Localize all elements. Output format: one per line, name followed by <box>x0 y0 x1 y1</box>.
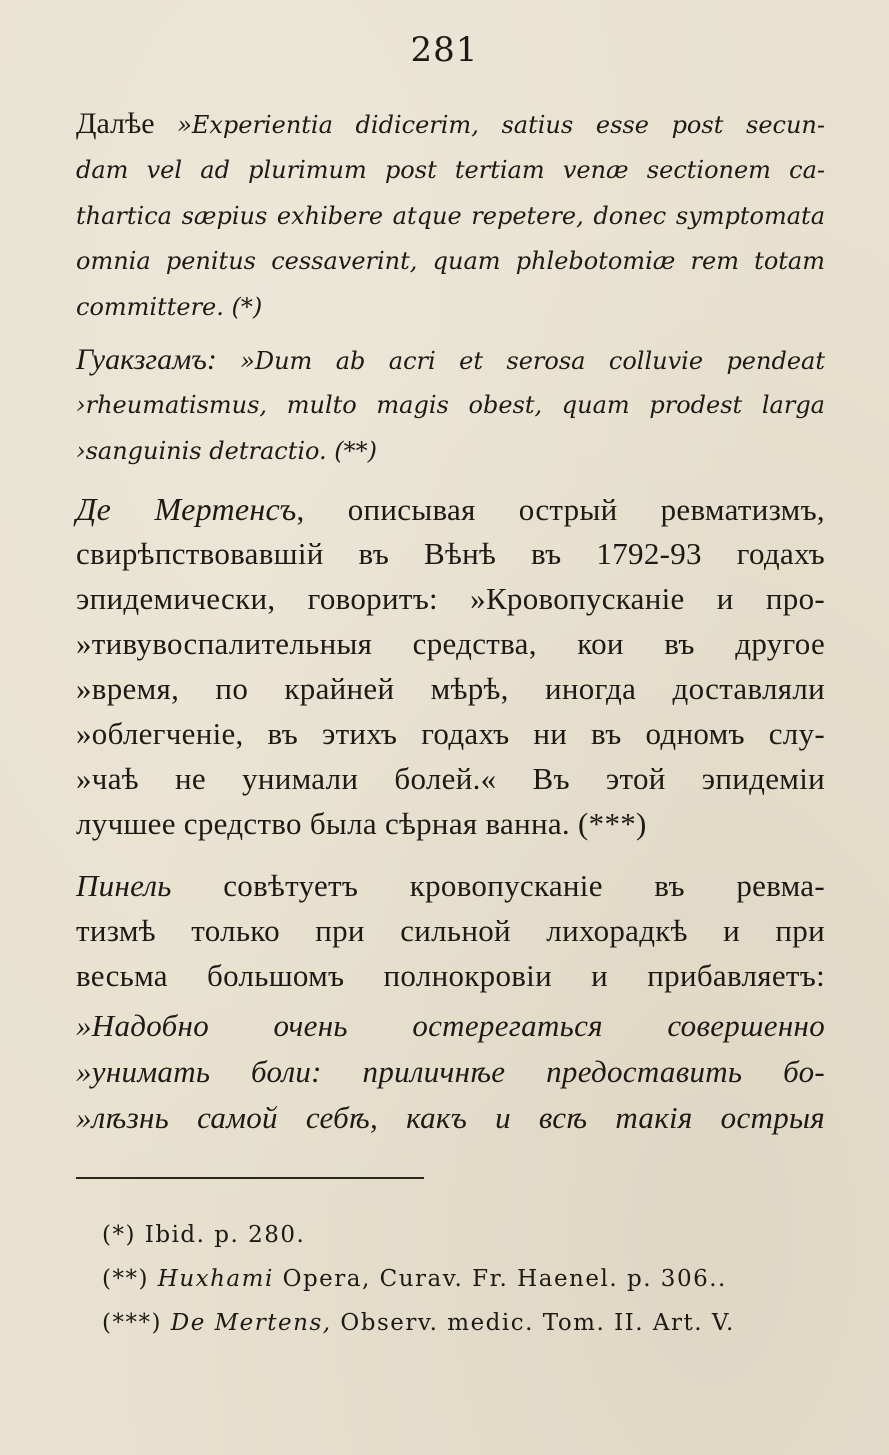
text-line: Де Мертенсъ, описывая острый ревматизмъ, <box>76 491 825 527</box>
text-line: эпидемически, говоритъ: »Кровопусканiе и про- <box>76 581 825 616</box>
footnote: (**) Huxhami Opera, Curav. Fr. Haenel. p. 306.. <box>102 1266 727 1292</box>
author-lead: Пинель <box>76 868 172 903</box>
text-line: Пинель совѣтуетъ кровопусканiе въ ревма- <box>76 868 825 903</box>
text-line: лучшее средство была сѣрная ванна. (***) <box>76 806 647 841</box>
text-line: dam vel ad plurimum post tertiam venæ sectionem ca- <box>76 156 825 184</box>
text-line: »облегченiе, въ этихъ годахъ ни въ одномъ слу- <box>76 716 825 751</box>
author-lead: Далѣе <box>76 107 178 140</box>
text-line: »время, по крайней мѣрѣ, иногда доставляли <box>76 671 825 706</box>
text-line: »унимать боли: приличнѣе предоставить бо- <box>76 1054 825 1089</box>
text-line: »тивувоспалительныя средства, кои въ другое <box>76 626 825 661</box>
text-line: thartica sæpius exhibere atque repetere, donec symptomata <box>76 202 825 230</box>
text-line: committere. (*) <box>76 293 263 321</box>
text-line: omnia penitus cessaverint, quam phlebotomiæ rem totam <box>76 247 825 275</box>
text-line: »чаѣ не унимали болей.« Въ этой эпидемiи <box>76 761 825 796</box>
text-line: »лѣзнь самой себѣ, какъ и всѣ такiя острыя <box>76 1100 825 1135</box>
text-line: »Надобно очень остерегаться совершенно <box>76 1008 825 1043</box>
page-number: 281 <box>410 30 479 70</box>
author-lead: Гуакзгамъ: <box>76 343 241 376</box>
footnote: (*) Ibid. p. 280. <box>102 1222 306 1248</box>
footnote-mark: (**) <box>102 1266 149 1292</box>
text-line: Гуакзгамъ: »Dum ab acri et serosa colluvie pendeat <box>76 343 825 376</box>
text-line: свирѣпствовавшiй въ Вѣнѣ въ 1792-93 годахъ <box>76 536 825 571</box>
text-line: тизмѣ только при сильной лихорадкѣ и при <box>76 913 825 948</box>
text-line: ›rheumatismus, multo magis obest, quam prodest larga <box>76 391 825 419</box>
footnote-divider <box>76 1177 424 1179</box>
text-line: ›sanguinis detractio. (**) <box>76 437 378 465</box>
text-line: весьма большомъ полнокровiи и прибавляетъ: <box>76 958 825 993</box>
footnote-mark: (*) <box>102 1222 136 1248</box>
footnote: (***) De Mertens, Observ. medic. Tom. II. Art. V. <box>102 1310 735 1336</box>
text-line: Далѣе »Experientia didicerim, satius esse post secun- <box>76 107 825 140</box>
footnote-mark: (***) <box>102 1310 162 1336</box>
author-lead: Де Мертенсъ <box>76 491 297 527</box>
